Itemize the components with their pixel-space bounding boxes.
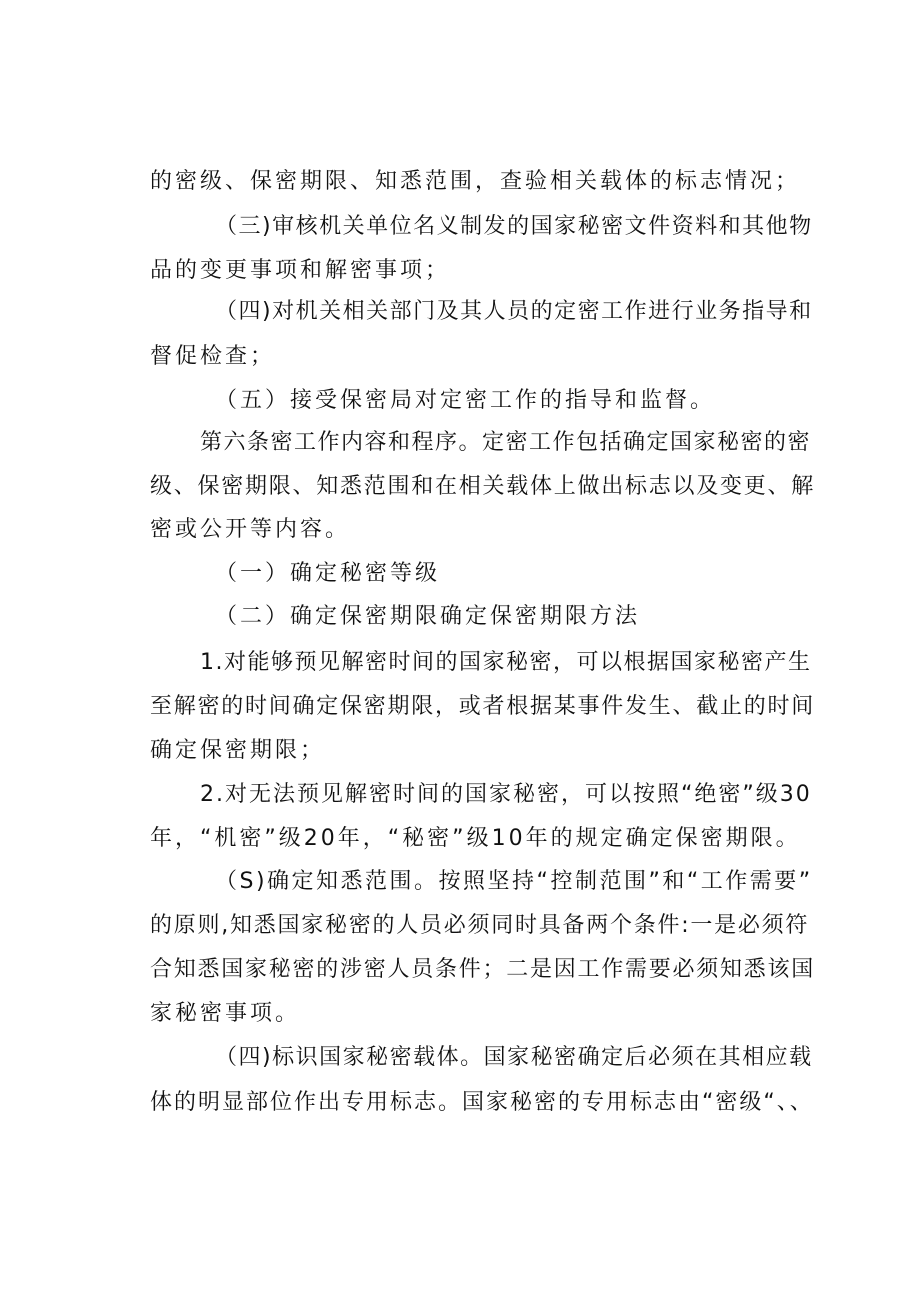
text-line: 1.对能够预见解密时间的国家秘密，可以根据国家秘密产生	[200, 650, 812, 675]
text-line: （四)对机关相关部门及其人员的定密工作进行业务指导和	[215, 299, 813, 324]
text-line: 的原则,知悉国家秘密的人员必须同时具备两个条件:一是必须符	[150, 913, 810, 938]
text-line: 的密级、保密期限、知悉范围，查验相关载体的标志情况；	[150, 169, 801, 194]
text-line: 密或公开等内容。	[150, 517, 351, 542]
text-line: 体的明显部位作出专用标志。国家秘密的专用标志由“密级“、、	[150, 1090, 814, 1115]
text-line: （S)确定知悉范围。按照坚持“控制范围”和“工作需要”	[215, 869, 813, 894]
text-line: 至解密的时间确定保密期限，或者根据某事件发生、截止的时间	[150, 694, 816, 719]
text-line: （五）接受保密局对定密工作的指导和监督。	[215, 388, 716, 413]
text-line: 2.对无法预见解密时间的国家秘密，可以按照“绝密”级30	[200, 782, 812, 807]
text-line: 品的变更事项和解密事项；	[150, 258, 451, 283]
text-line: 第六条密工作内容和程序。定密工作包括确定国家秘密的密	[200, 430, 812, 455]
text-line: （四)标识国家秘密载体。国家秘密确定后必须在其相应载	[215, 1045, 813, 1070]
text-line: 督促检查；	[150, 344, 276, 369]
text-line: 家秘密事项。	[150, 1001, 301, 1026]
text-line: 确定保密期限；	[150, 738, 326, 763]
text-line: 级、保密期限、知悉范围和在相关载体上做出标志以及变更、解	[150, 474, 816, 499]
text-line: （一）确定秘密等级	[215, 561, 441, 586]
text-line: 合知悉国家秘密的涉密人员条件；二是因工作需要必须知悉该国	[150, 957, 816, 982]
text-line: 年，“机密”级20年，“秘密”级10年的规定确定保密期限。	[150, 826, 801, 851]
text-line: （二）确定保密期限确定保密期限方法	[215, 604, 641, 629]
text-line: （三)审核机关单位名义制发的国家秘密文件资料和其他物	[215, 214, 813, 239]
